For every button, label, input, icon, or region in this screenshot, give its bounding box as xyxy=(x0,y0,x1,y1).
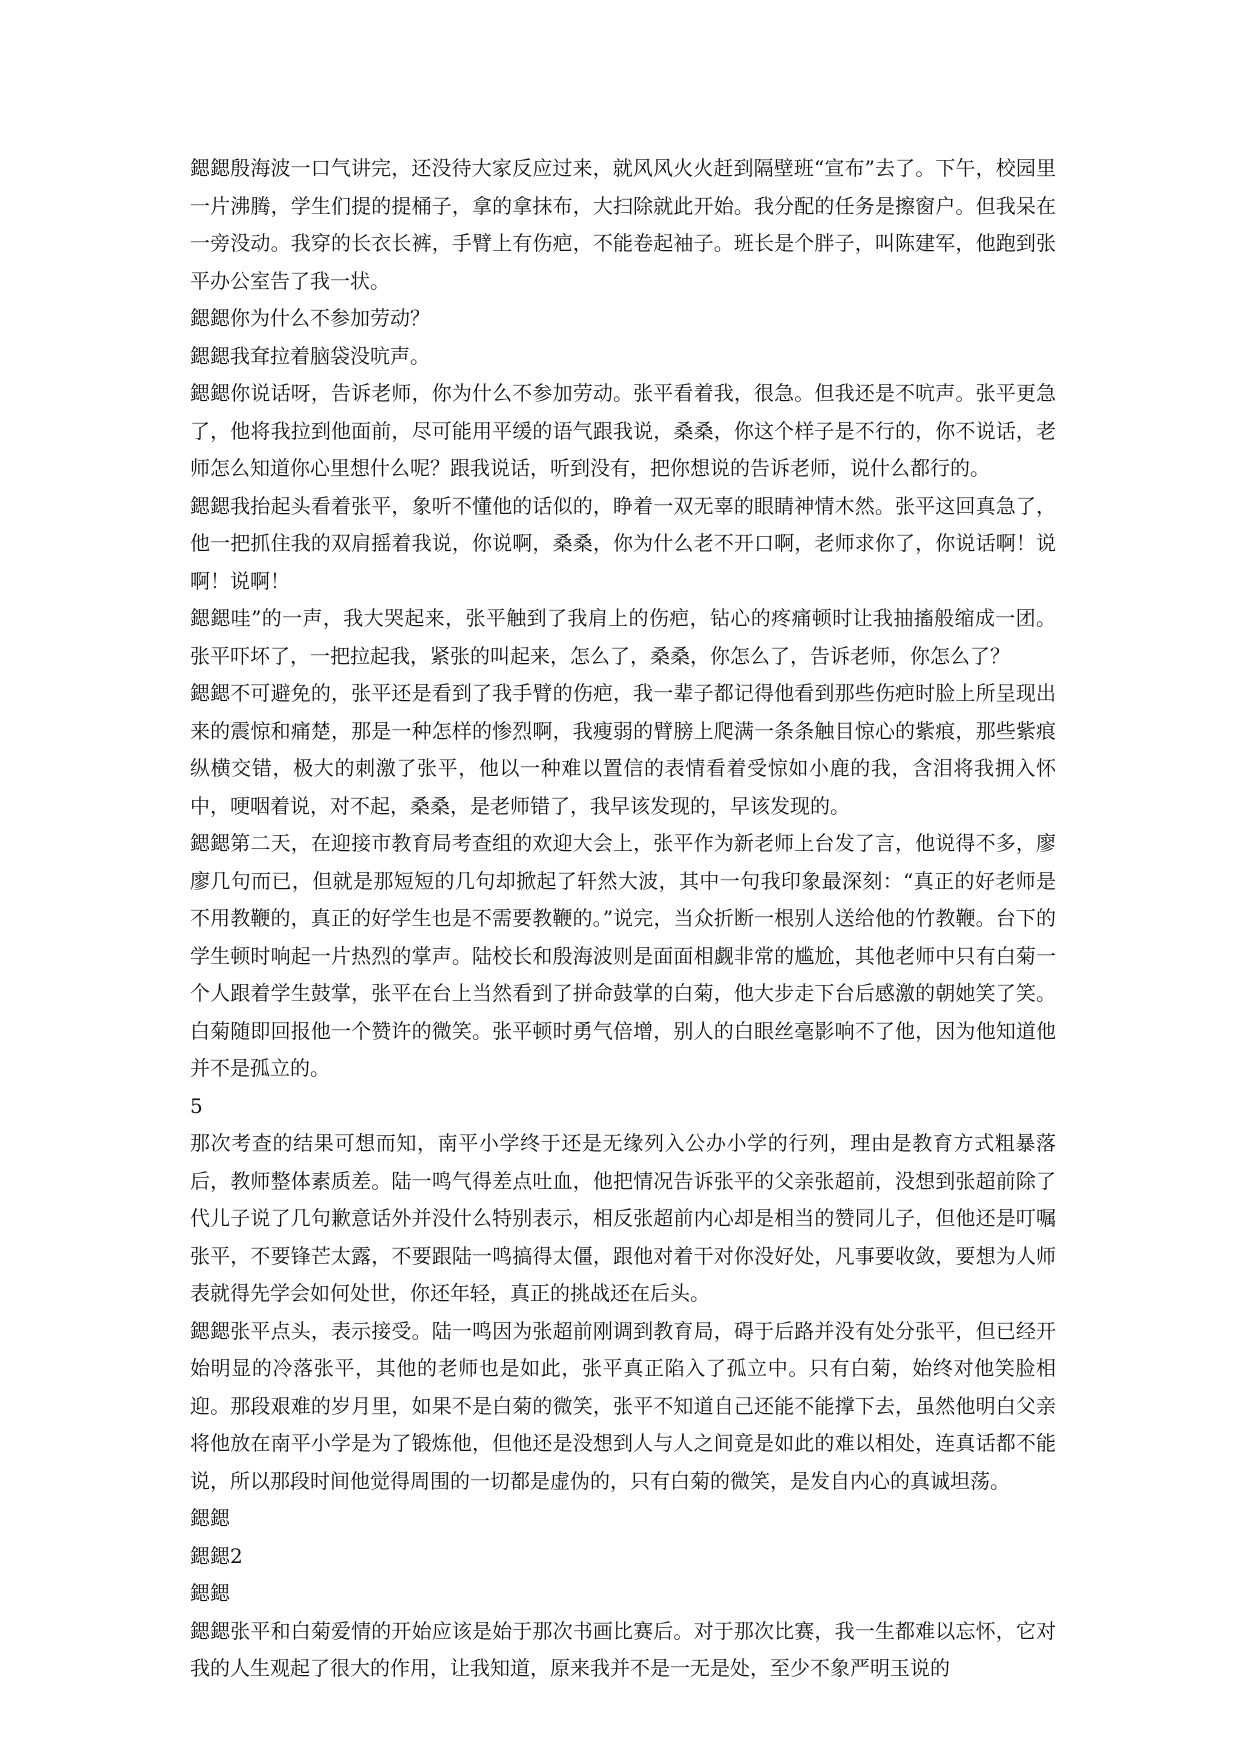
paragraph: 鍶鍶 xyxy=(190,1581,230,1605)
paragraph: 鍶鍶殷海波一口气讲完，还没待大家反应过来，就风风火火赶到隔壁班“宣布”去了。下午，校园里一片沸腾，学生们提的提桶子，拿的拿抹布，大扫除就此开始。我分配的任务是擦窗户。但我呆在一旁没动。我穿的长衣长裤，手臂上有伤疤，不能卷起袖子。班长是个胖子，叫陈建军，他跑到张平办公室告了我一状。 xyxy=(190,156,1056,293)
paragraph: 鍶鍶你为什么不参加劳动？ xyxy=(190,306,430,330)
paragraph: 那次考查的结果可想而知，南平小学终于还是无缘列入公办小学的行列，理由是教育方式粗暴落后，教师整体素质差。陆一鸣气得差点吐血，他把情况告诉张平的父亲张超前，没想到张超前除了代儿子说了几句歉意话外并没什么特别表示，相反张超前内心却是相当的赞同儿子，但他还是叮嘱张平，不要锋芒太露，不要跟陆一鸣搞得太僵，跟他对着干对你没好处，凡事要收敛，要想为人师表就得先学会如何处世，你还年轻，真正的挑战还在后头。 xyxy=(190,1131,1056,1305)
paragraph: 鍶鍶第二天，在迎接市教育局考查组的欢迎大会上，张平作为新老师上台发了言，他说得不多，廖廖几句而已，但就是那短短的几句却掀起了轩然大波，其中一句我印象最深刻：“真正的好老师是不用教鞭的，真正的好学生也是不需要教鞭的。”说完，当众折断一根别人送给他的竹教鞭。台下的学生顿时响起一片热烈的掌声。陆校长和殷海波则是面面相觑非常的尴尬，其他老师中只有白菊一个人跟着学生鼓掌，张平在台上当然看到了拼命鼓掌的白菊，他大步走下台后感激的朝她笑了笑。白菊随即回报他一个赞许的微笑。张平顿时勇气倍增，别人的白眼丝毫影响不了他，因为他知道他并不是孤立的。 xyxy=(190,831,1056,1080)
section-number: 5 xyxy=(190,1093,203,1118)
paragraph: 鍶鍶哇”的一声，我大哭起来，张平触到了我肩上的伤疤，钻心的疼痛顿时让我抽搐般缩成一团。张平吓坏了，一把拉起我，紧张的叫起来，怎么了，桑桑，你怎么了，告诉老师，你怎么了？ xyxy=(190,606,1056,668)
paragraph: 鍶鍶张平点头，表示接受。陆一鸣因为张超前刚调到教育局，碍于后路并没有处分张平，但已经开始明显的冷落张平，其他的老师也是如此，张平真正陷入了孤立中。只有白菊，始终对他笑脸相迎。那段艰难的岁月里，如果不是白菊的微笑，张平不知道自己还能不能撑下去，虽然他明白父亲将他放在南平小学是为了锻炼他，但他还是没想到人与人之间竟是如此的难以相处，连真话都不能说，所以那段时间他觉得周围的一切都是虚伪的，只有白菊的微笑，是发自内心的真诚坦荡。 xyxy=(190,1318,1056,1493)
paragraph: 鍶鍶 xyxy=(190,1506,230,1530)
paragraph: 鍶鍶我抬起头看着张平，象听不懂他的话似的，睁着一双无辜的眼睛神情木然。张平这回真急了，他一把抓住我的双肩摇着我说，你说啊，桑桑，你为什么老不开口啊，老师求你了，你说话啊！说啊！说啊！ xyxy=(190,493,1056,593)
document-body xyxy=(190,150,1056,1688)
paragraph: 鍶鍶张平和白菊爱情的开始应该是始于那次书画比赛后。对于那次比赛，我一生都难以忘怀，它对我的人生观起了很大的作用，让我知道，原来我并不是一无是处，至少不象严明玉说的 xyxy=(190,1618,1056,1680)
section-number: 鍶鍶2 xyxy=(190,1543,243,1568)
paragraph: 鍶鍶不可避免的，张平还是看到了我手臂的伤疤，我一辈子都记得他看到那些伤疤时脸上所呈现出来的震惊和痛楚，那是一种怎样的惨烈啊，我瘦弱的臂膀上爬满一条条触目惊心的紫痕，那些紫痕纵横交错，极大的刺激了张平，他以一种难以置信的表情看着受惊如小鹿的我，含泪将我拥入怀中，哽咽着说，对不起，桑桑，是老师错了，我早该发现的，早该发现的。 xyxy=(190,681,1056,818)
paragraph: 鍶鍶我耷拉着脑袋没吭声。 xyxy=(190,343,430,368)
paragraph: 鍶鍶你说话呀，告诉老师，你为什么不参加劳动。张平看着我，很急。但我还是不吭声。张平更急了，他将我拉到他面前，尽可能用平缓的语气跟我说，桑桑，你这个样子是不行的，你不说话，老师怎么知道你心里想什么呢？跟我说话，听到没有，把你想说的告诉老师，说什么都行的。 xyxy=(190,381,1056,480)
